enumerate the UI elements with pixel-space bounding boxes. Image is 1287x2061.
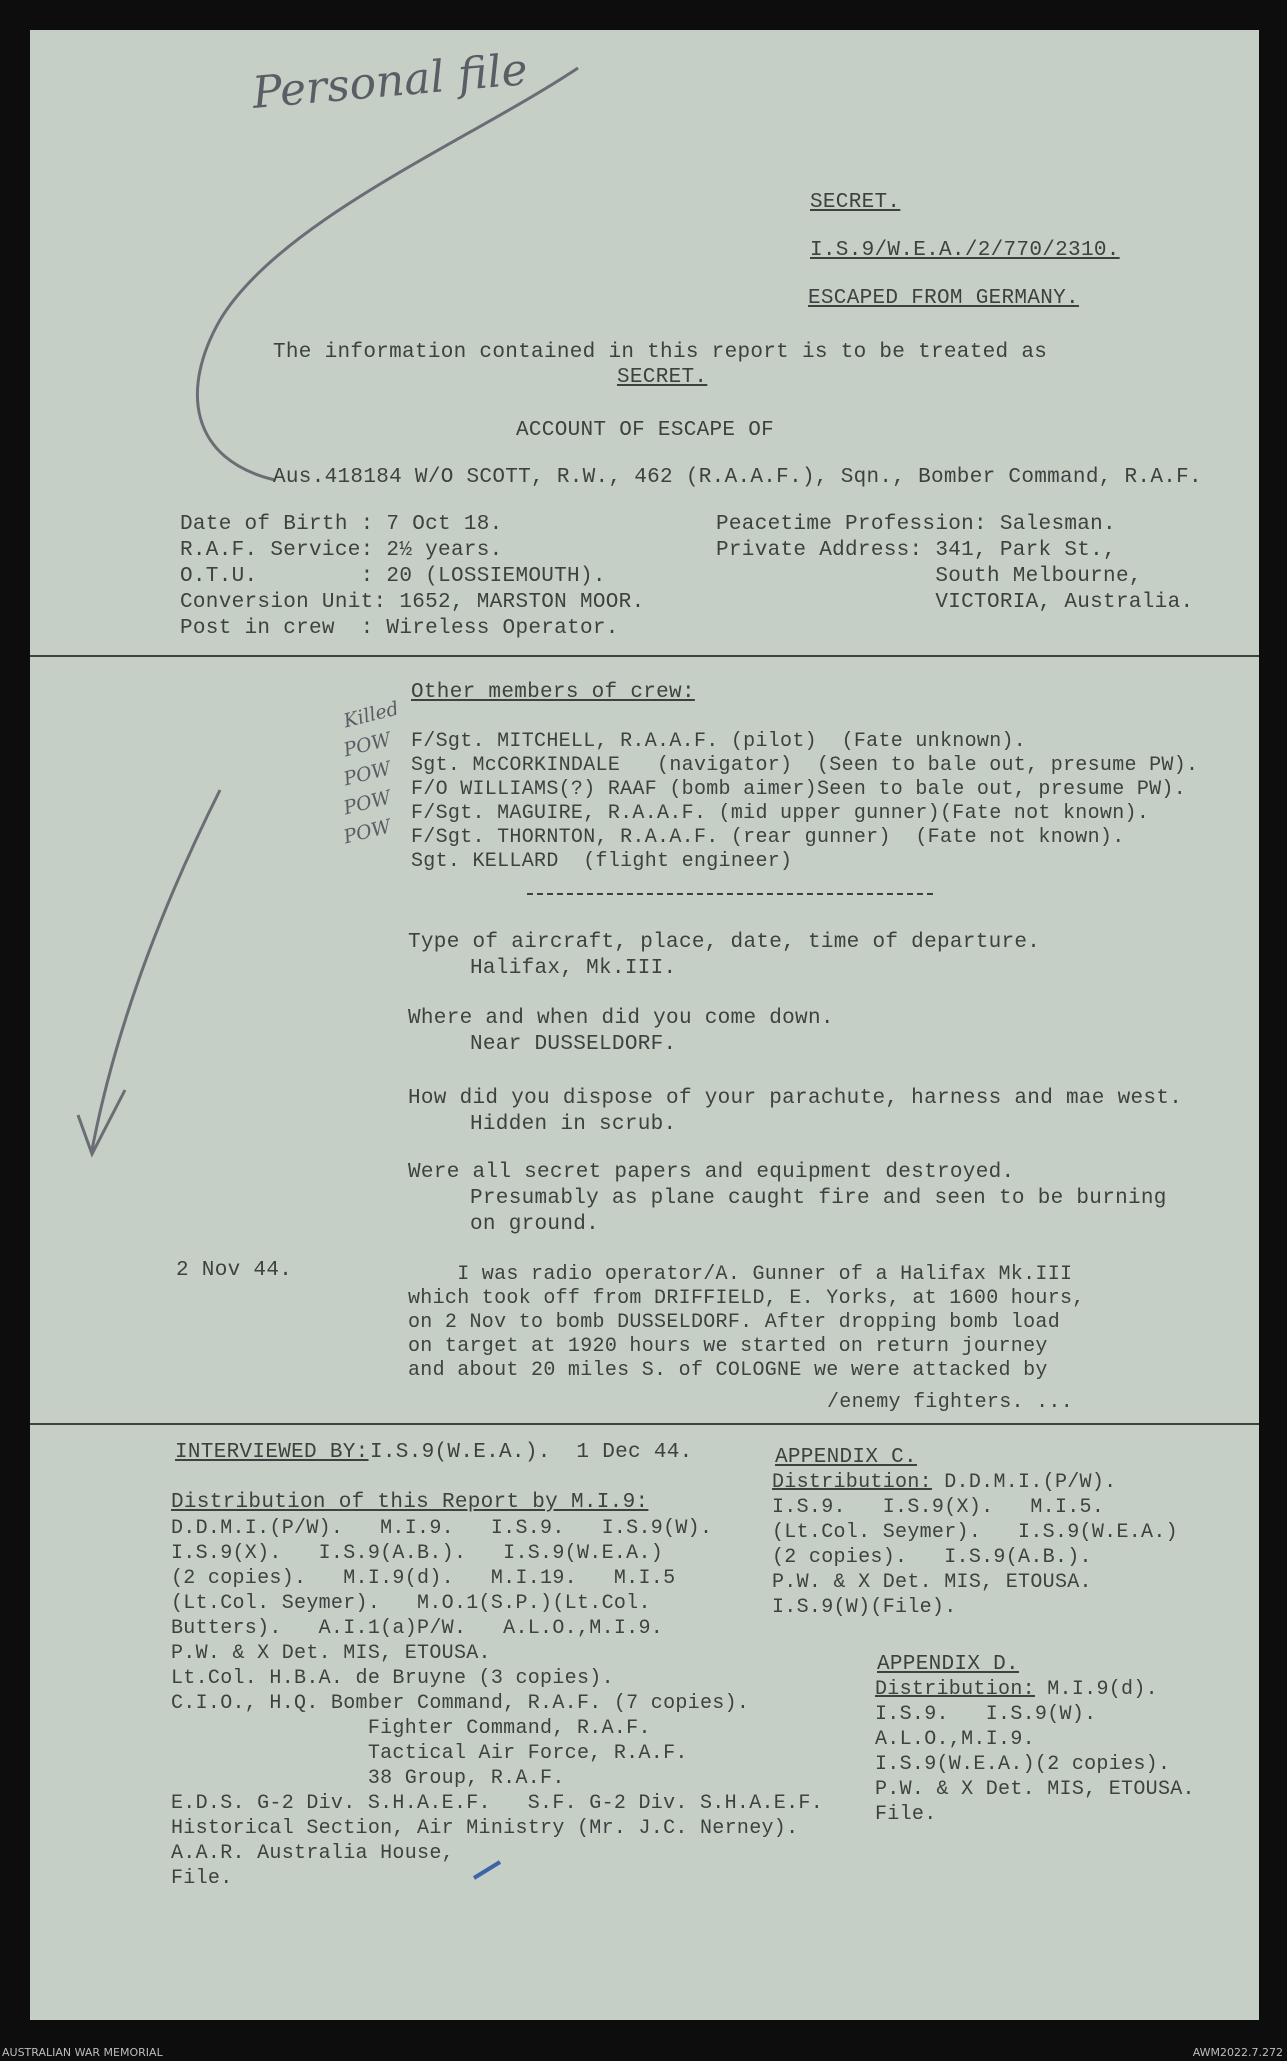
- distribution-list: D.D.M.I.(P/W). M.I.9. I.S.9. I.S.9(W). I.S.9(X). I.S.9(A.B.). I.S.9(W.E.A.) (2 copies). M.I.9(d). M.I.19. M.I.5 (Lt.Col. Seymer). M.O.1(S.P.)(Lt.Col. Butters). A.I.1(a)P/W. A.L.O.,M.I.9. P.W. & X Det. MIS, ETOUSA. Lt.Col. H.B.A. de Bruyne (3 copies). C.I.O., H.Q. Bomber Command, R.A.F. (7 copies). Fighter Command, R.A.F. Tactical Air Force, R.A.F. 38 Group, R.A.F. E.D.S. G-2 Div. S.H.A.E.F. S.F. G-2 Div. S.H.A.E.F. Historical Section, Air Ministry (Mr. J.C. Nerney). A.A.R. Australia House, File.: [171, 1517, 824, 1890]
- distribution-heading: Distribution of this Report by M.I.9:: [171, 1491, 649, 1514]
- account-heading: ACCOUNT OF ESCAPE OF: [516, 419, 775, 442]
- secrecy-notice-secret: SECRET.: [617, 366, 708, 389]
- handwritten-crew-marks: Killed POW POW POW POW: [341, 697, 401, 849]
- footer-accession: AWM2022.7.272: [1192, 2046, 1283, 2059]
- crew-member: F/Sgt. MAGUIRE, R.A.A.F. (mid upper gunner)(Fate not known).: [411, 802, 1150, 825]
- narrative-text: I was radio operator/A. Gunner of a Halifax Mk.III which took off from DRIFFIELD, E. Yorks, at 1600 hours, on 2 Nov to bomb DUSSELDORF. After dropping bomb load on target at 1920 hours we started on return journey and about 20 miles S. of COLOGNE we were attacked by: [408, 1263, 1085, 1382]
- crew-member: F/O WILLIAMS(?) RAAF (bomb aimer)Seen to bale out, presume PW).: [411, 778, 1187, 801]
- crew-member: F/Sgt. THORNTON, R.A.A.F. (rear gunner) (Fate not known).: [411, 826, 1125, 849]
- crew-heading: Other members of crew:: [411, 681, 695, 704]
- interviewed-by-label: INTERVIEWED BY:: [175, 1441, 369, 1464]
- section-divider: [30, 655, 1259, 657]
- handwritten-personal-file: Personal file: [250, 44, 530, 119]
- question-block: Type of aircraft, place, date, time of departure. Halifax, Mk.III.: [408, 931, 1041, 980]
- subject-line: Aus.418184 W/O SCOTT, R.W., 462 (R.A.A.F.), Sqn., Bomber Command, R.A.F.: [273, 466, 1202, 489]
- appendix-d-heading: APPENDIX D.: [877, 1653, 1019, 1676]
- details-left: Date of Birth : 7 Oct 18. R.A.F. Service: 2½ years. O.T.U. : 20 (LOSSIEMOUTH). Conversion Unit: 1652, MARSTON MOOR. Post in crew : Wireless Operator.: [180, 513, 645, 640]
- question-block: Where and when did you come down. Near DUSSELDORF.: [408, 1007, 834, 1056]
- narrative-date: 2 Nov 44.: [176, 1259, 293, 1282]
- secrecy-notice: The information contained in this report is to be treated as: [273, 341, 1048, 364]
- crew-list: [411, 730, 1198, 874]
- appendix-c-list: Distribution: D.D.M.I.(P/W). I.S.9. I.S.9(X). M.I.5. (Lt.Col. Seymer). I.S.9(W.E.A.) (2 copies). I.S.9(A.B.). P.W. & X Det. MIS, ETOUSA. I.S.9(W)(File).: [772, 1471, 1178, 1619]
- crew-member: Sgt. KELLARD (flight engineer): [411, 850, 793, 873]
- details-right: Peacetime Profession: Salesman. Private Address: 341, Park St., South Melbourne, VICTORIA, Australia.: [716, 513, 1194, 614]
- interviewed-by-value: I.S.9(W.E.A.). 1 Dec 44.: [370, 1441, 693, 1464]
- narrative-continued: /enemy fighters. ...: [827, 1391, 1074, 1414]
- question-block: How did you dispose of your parachute, harness and mae west. Hidden in scrub.: [408, 1087, 1183, 1136]
- classification-label: SECRET.: [810, 191, 901, 214]
- report-subject: ESCAPED FROM GERMANY.: [808, 287, 1079, 310]
- footer-institution: AUSTRALIAN WAR MEMORIAL: [2, 2046, 163, 2059]
- section-divider: [30, 1423, 1259, 1425]
- reference-number: I.S.9/W.E.A./2/770/2310.: [810, 239, 1120, 262]
- appendix-d-list: Distribution: M.I.9(d). I.S.9. I.S.9(W). A.L.O.,M.I.9. I.S.9(W.E.A.)(2 copies). P.W. & X Det. MIS, ETOUSA. File.: [875, 1678, 1195, 1826]
- crew-member: F/Sgt. MITCHELL, R.A.A.F. (pilot) (Fate unknown).: [411, 730, 1027, 753]
- appendix-c-heading: APPENDIX C.: [775, 1446, 917, 1469]
- dashed-separator: [527, 893, 933, 895]
- question-block: Were all secret papers and equipment destroyed. Presumably as plane caught fire and seen to be burning on ground.: [408, 1161, 1167, 1236]
- document-page: [30, 30, 1259, 2020]
- crew-member: Sgt. McCORKINDALE (navigator) (Seen to bale out, presume PW).: [411, 754, 1199, 777]
